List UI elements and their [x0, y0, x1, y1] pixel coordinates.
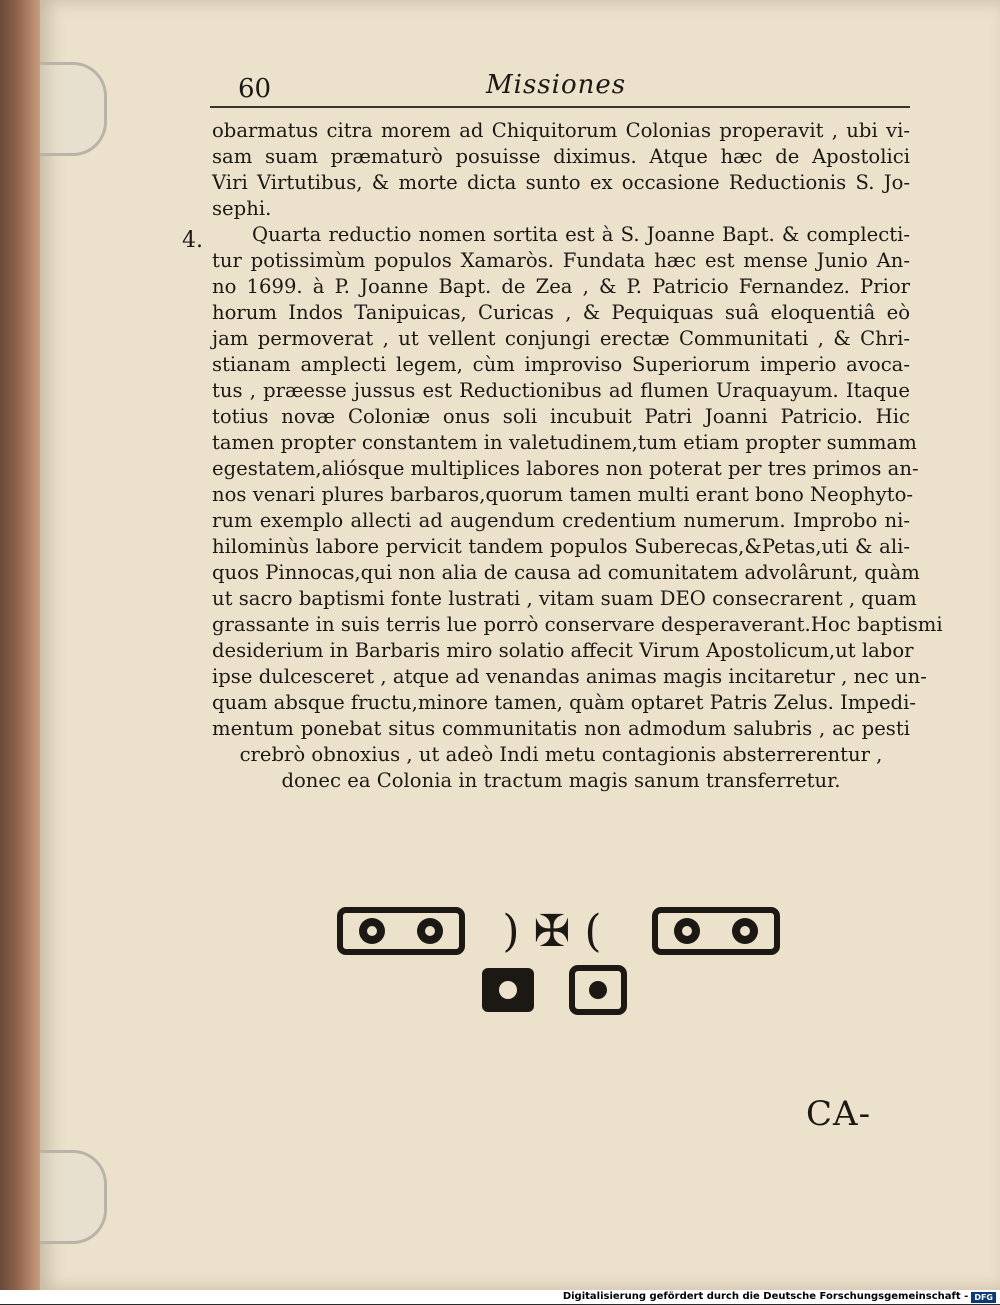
text-line: jam permoverat , ut vellent conjungi erectæ Communitati , & Chri-	[212, 327, 910, 350]
text-line: Quarta reductio nomen sortita est à S. Joanne Bapt. & complecti-	[252, 223, 910, 246]
text-line: desiderium in Barbaris miro solatio affecit Virum Apostolicum,ut labor	[212, 639, 914, 662]
text-line: quos Pinnocas,qui non alia de causa ad comunitatem advolârunt, quàm	[212, 561, 920, 584]
text-line: crebrò obnoxius , ut adeò Indi metu contagionis absterrerentur ,	[239, 743, 883, 766]
text-line: tur potissimùm populos Xamaròs. Fundata hæc est mense Junio An-	[212, 249, 910, 272]
digitization-footer	[0, 1290, 1000, 1304]
text-line: grassante in suis terris lue porrò conservare desperaverant.Hoc baptismi	[212, 613, 943, 636]
floral-fleuron-icon	[482, 968, 624, 1012]
text-line: tamen propter constantem in valetudinem,tum etiam propter summam	[212, 431, 917, 454]
floral-fleuron-icon	[340, 910, 462, 952]
text-line: donec ea Colonia in tractum magis sanum transferretur.	[281, 769, 841, 792]
text-line: mentum ponebat situs communitatis non admodum salubris , ac pesti	[212, 717, 910, 740]
page-clip-top	[40, 62, 107, 156]
catchword: CA-	[806, 1094, 872, 1134]
text-line: stianam amplecti legem, cùm improviso Superiorum imperio avoca-	[212, 353, 910, 376]
text-line: obarmatus citra morem ad Chiquitorum Colonias properavit , ubi vi-	[212, 119, 910, 142]
funding-notice: Digitalisierung gefördert durch die Deutsche Forschungsgemeinschaft -	[562, 1291, 969, 1302]
text-line: sam suam præmaturò posuisse diximus. Atque hæc de Apostolici	[212, 145, 910, 168]
running-head: Missiones	[486, 70, 627, 100]
page-clip-bottom	[40, 1150, 107, 1244]
text-line: nos venari plures barbaros,quorum tamen multi erant bono Neophyto-	[212, 483, 914, 506]
marginal-section-number: 4.	[182, 228, 203, 253]
text-line: ipse dulcesceret , atque ad venandas animas magis incitaretur , nec un-	[212, 665, 927, 688]
text-line: quam absque fructu,minore tamen, quàm optaret Patris Zelus. Impedi-	[212, 691, 916, 714]
ornament-glyphs: ) ✠ (	[502, 906, 602, 957]
text-line: rum exemplo allecti ad augendum credentium numerum. Improbo ni-	[212, 509, 910, 532]
text-line: ut sacro baptismi fonte lustrati , vitam suam DEO consecrarent , quam	[212, 587, 917, 610]
text-line: horum Indos Tanipuicas, Curicas , & Pequiquas suâ eloquentiâ eò	[212, 301, 910, 324]
text-line: egestatem,aliósque multiplices labores non poterat per tres primos an-	[212, 457, 919, 480]
dfg-logo-icon: DFG	[971, 1292, 996, 1303]
text-line: sephi.	[212, 197, 272, 220]
text-line: hilominùs labore pervicit tandem populos Suberecas,&Petas,uti & ali-	[212, 535, 910, 558]
text-line: no 1699. à P. Joanne Bapt. de Zea , & P. Patricio Fernandez. Prior	[212, 275, 910, 298]
floral-fleuron-icon	[655, 910, 777, 952]
page-number: 60	[238, 74, 272, 104]
text-line: totius novæ Coloniæ onus soli incubuit Patri Joanni Patricio. Hic	[212, 405, 910, 428]
text-line: tus , præesse jussus est Reductionibus ad flumen Uraquayum. Itaque	[212, 379, 910, 402]
header-rule	[210, 106, 910, 108]
text-line: Viri Virtutibus, & morte dicta sunto ex occasione Reductionis S. Jo-	[212, 171, 910, 194]
printers-ornament	[330, 898, 810, 1018]
